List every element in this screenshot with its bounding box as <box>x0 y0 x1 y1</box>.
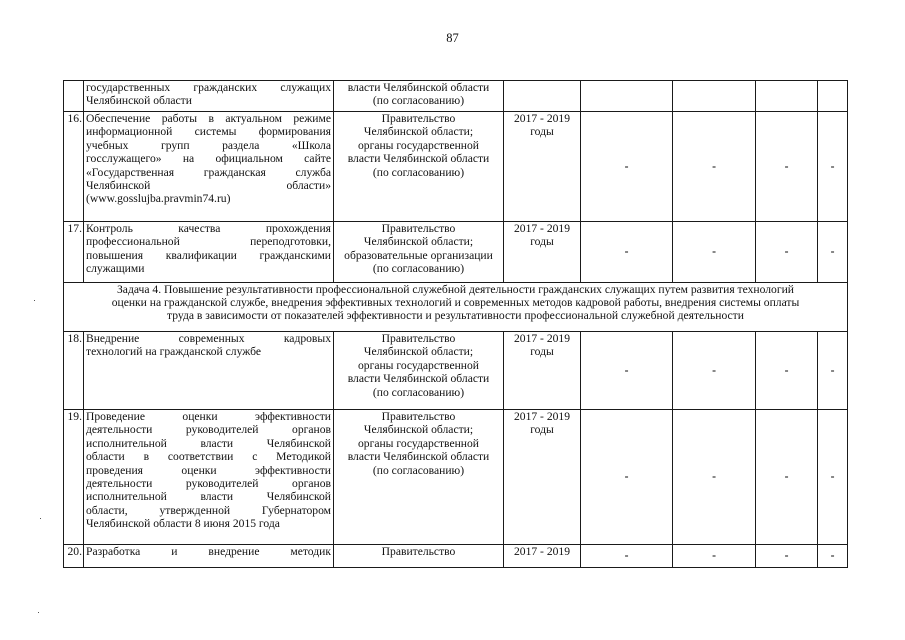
task-heading-row <box>64 283 848 332</box>
measure-name-line: учебных групп раздела «Школа <box>86 138 331 152</box>
task-heading-line: Задача 4. Повышение результативности профессиональной служебной деятельности гражданских служащих путем развития технологий <box>116 283 795 296</box>
responsible-line: Челябинской области; <box>363 125 474 139</box>
measures-table <box>63 80 848 568</box>
measure-name-line: «Государственная гражданская служба <box>86 165 331 179</box>
measure-name-line: области в соответствии с Методикой <box>86 450 331 464</box>
period-line: 2017 - 2019 <box>513 410 571 423</box>
value-cell <box>818 545 848 568</box>
value-cell <box>581 332 673 410</box>
value-cell <box>673 112 756 222</box>
dash-value: - <box>784 470 789 484</box>
measure-name-line: (www.gossluјba.pravmin74.ru) <box>86 192 231 206</box>
measure-name-line: служащими <box>86 262 145 276</box>
measure-name-line: области, утвержденной Губернатором <box>86 503 331 517</box>
dash-value: - <box>712 549 716 563</box>
responsible-line: (по согласованию) <box>372 385 465 399</box>
period-cell <box>504 112 581 222</box>
scan-speck <box>40 518 41 519</box>
value-cell <box>756 81 818 112</box>
task-heading <box>64 283 848 332</box>
responsible-line: органы государственной <box>357 358 479 372</box>
value-cell <box>756 545 818 568</box>
responsible-line: (по согласованию) <box>372 165 465 179</box>
measure-name <box>84 112 334 222</box>
measure-name-line: госслужащего» на официальном сайте <box>86 152 331 166</box>
period-line: годы <box>530 345 554 359</box>
dash-value: - <box>624 245 629 259</box>
dash-value: - <box>712 159 716 173</box>
dash-value: - <box>624 363 629 377</box>
period-cell <box>504 81 581 112</box>
measure-name <box>84 410 334 545</box>
value-cell <box>756 222 818 283</box>
scan-speck <box>38 612 39 613</box>
period-line: 2017 - 2019 <box>513 332 571 345</box>
dash-value: - <box>624 159 629 173</box>
responsible-party <box>334 545 504 568</box>
dash-value: - <box>784 363 789 377</box>
period-cell <box>504 222 581 283</box>
row-number: 18. <box>64 332 84 410</box>
measure-name-line: повышения квалификации гражданскими <box>86 248 331 262</box>
value-cell <box>818 410 848 545</box>
dash-value: - <box>830 549 835 563</box>
measure-name-line: Проведение оценки эффективности <box>86 410 331 423</box>
measure-name <box>84 545 334 568</box>
responsible-line: власти Челябинской области <box>347 450 490 464</box>
value-cell <box>673 545 756 568</box>
value-cell <box>818 332 848 410</box>
dash-value: - <box>624 549 629 563</box>
row-number: 20. <box>64 545 84 568</box>
table-row <box>64 545 848 568</box>
value-cell <box>581 112 673 222</box>
responsible-line: власти Челябинской области <box>347 372 490 386</box>
period-cell <box>504 332 581 410</box>
responsible-line: органы государственной <box>357 436 479 450</box>
value-cell <box>673 81 756 112</box>
row-number: 16. <box>64 112 84 222</box>
responsible-line: Челябинской области; <box>363 423 474 437</box>
value-cell <box>818 222 848 283</box>
measure-name-line: Челябинской области» <box>86 179 331 193</box>
responsible-line: Правительство <box>381 545 456 558</box>
table-row <box>64 222 848 283</box>
measure-name <box>84 332 334 410</box>
measure-name-line: деятельности руководителей органов <box>86 423 331 437</box>
dash-value: - <box>784 549 789 563</box>
responsible-line: власти Челябинской области <box>347 152 490 166</box>
responsible-line: Челябинской области; <box>363 345 474 359</box>
period-cell <box>504 545 581 568</box>
dash-value: - <box>830 159 835 173</box>
value-cell <box>818 112 848 222</box>
measure-name-line: исполнительной власти Челябинской <box>86 490 331 504</box>
dash-value: - <box>830 470 835 484</box>
value-cell <box>581 222 673 283</box>
dash-value: - <box>712 245 716 259</box>
page-number: 87 <box>446 31 459 45</box>
responsible-party <box>334 222 504 283</box>
measure-name <box>84 81 334 112</box>
dash-value: - <box>712 470 716 484</box>
scan-speck <box>34 300 35 301</box>
row-number <box>64 81 84 112</box>
measure-name-line: Разработка и внедрение методик <box>86 545 331 558</box>
period-cell <box>504 410 581 545</box>
responsible-line: Правительство <box>381 332 456 345</box>
responsible-party <box>334 410 504 545</box>
value-cell <box>756 410 818 545</box>
responsible-line: Правительство <box>381 222 456 235</box>
measure-name-line: Внедрение современных кадровых <box>86 332 331 345</box>
dash-value: - <box>830 245 835 259</box>
table-row <box>64 410 848 545</box>
responsible-party <box>334 112 504 222</box>
value-cell <box>756 112 818 222</box>
value-cell <box>581 410 673 545</box>
responsible-party <box>334 332 504 410</box>
measure-name-line: Контроль качества прохождения <box>86 222 331 235</box>
table-row <box>64 112 848 222</box>
responsible-line: Правительство <box>381 112 456 125</box>
task-heading-line: труда в зависимости от показателей эффективности и результативности профессиональной служебной деятельности <box>167 309 744 323</box>
measure-name-line: технологий на гражданской службе <box>86 345 261 359</box>
responsible-line: власти Челябинской области <box>347 81 490 94</box>
measure-name-line: профессиональной переподготовки, <box>86 235 331 249</box>
dash-value: - <box>784 245 789 259</box>
responsible-line: образовательные организации <box>344 248 493 262</box>
period-line: годы <box>530 235 554 249</box>
value-cell <box>818 81 848 112</box>
measure-name-line: Челябинской области <box>86 94 192 108</box>
value-cell <box>581 81 673 112</box>
period-line: 2017 - 2019 <box>513 222 571 235</box>
task-heading-line: оценки на гражданской службе, внедрения эффективных технологий и современных методов кадровой работы, внедрения системы оплаты <box>111 296 800 310</box>
measure-name-line: Обеспечение работы в актуальном режиме <box>86 112 331 125</box>
responsible-line: (по согласованию) <box>372 262 465 276</box>
measure-name-line: государственных гражданских служащих <box>86 81 331 94</box>
responsible-line: органы государственной <box>357 138 479 152</box>
dash-value: - <box>830 363 835 377</box>
measure-name-line: информационной системы формирования <box>86 125 331 139</box>
table-row <box>64 81 848 112</box>
responsible-line: (по согласованию) <box>372 463 465 477</box>
value-cell <box>673 410 756 545</box>
dash-value: - <box>712 363 716 377</box>
period-line: 2017 - 2019 <box>513 112 571 125</box>
dash-value: - <box>784 159 789 173</box>
responsible-line: (по согласованию) <box>372 94 465 108</box>
responsible-line: Правительство <box>381 410 456 423</box>
measure-name-line: деятельности руководителей органов <box>86 477 331 491</box>
responsible-line: Челябинской области; <box>363 235 474 249</box>
measure-name-line: исполнительной власти Челябинской <box>86 436 331 450</box>
table-row <box>64 332 848 410</box>
responsible-party <box>334 81 504 112</box>
value-cell <box>673 332 756 410</box>
measure-name-line: Челябинской области 8 июня 2015 года <box>86 517 280 531</box>
value-cell <box>756 332 818 410</box>
period-line: годы <box>530 423 554 437</box>
measure-name <box>84 222 334 283</box>
row-number: 19. <box>64 410 84 545</box>
measure-name-line: проведения оценки эффективности <box>86 463 331 477</box>
period-line: 2017 - 2019 <box>513 545 571 558</box>
dash-value: - <box>624 470 629 484</box>
row-number: 17. <box>64 222 84 283</box>
value-cell <box>673 222 756 283</box>
period-line: годы <box>530 125 554 139</box>
value-cell <box>581 545 673 568</box>
